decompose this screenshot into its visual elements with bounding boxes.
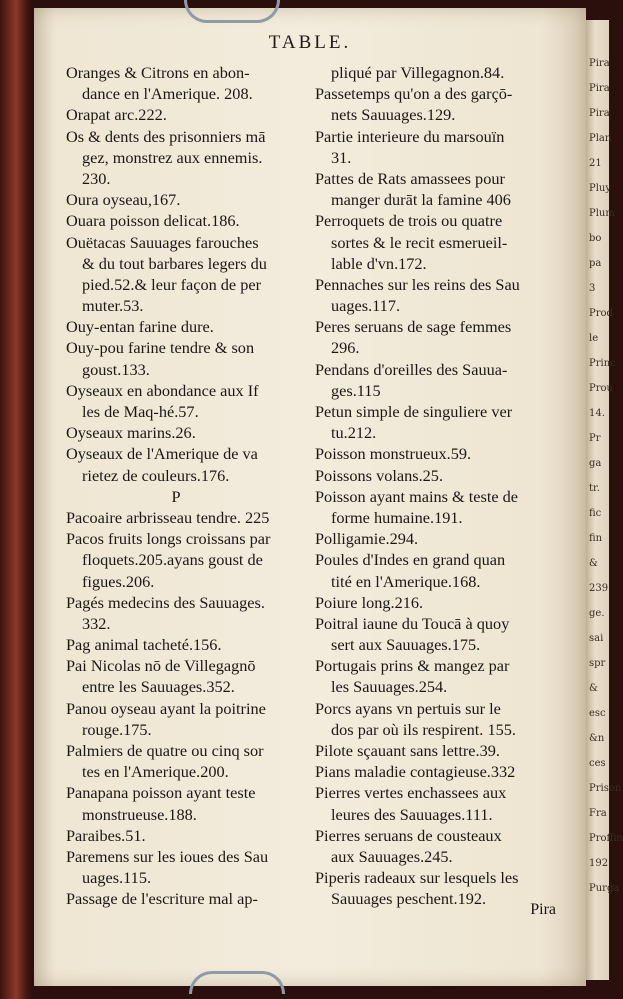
index-entry-line: Paremens sur les ioues des Sau xyxy=(66,846,269,866)
index-entry-line: sortes & le recit esmerueil- xyxy=(331,232,508,252)
index-entry-line: Pacos fruits longs croissans par xyxy=(66,529,271,549)
index-entry-line: tité en l'Amerique.168. xyxy=(331,571,481,591)
index-entry-line: tu.212. xyxy=(331,423,377,443)
section-letter: P xyxy=(171,486,181,506)
next-page-fragment: fin xyxy=(589,533,603,544)
index-entry-line: aux Sauuages.245. xyxy=(331,846,453,866)
next-page-fragment: 14. xyxy=(589,408,605,419)
index-entry-line: Pierres seruans de cousteaux xyxy=(315,825,502,845)
index-entry-line: Piperis radeaux sur lesquels les xyxy=(315,868,519,888)
next-page-fragment: pa xyxy=(589,258,602,269)
index-entry-line: Panapana poisson ayant teste xyxy=(66,783,256,803)
index-entry-line: manger durāt la famine 406 xyxy=(331,190,511,210)
index-entry-line: nets Sauuages.129. xyxy=(331,105,456,125)
index-entry-line: forme humaine.191. xyxy=(331,507,463,527)
index-entry-line: Partie interieure du marsouïn xyxy=(315,126,505,146)
index-entry-line: & du tout barbares legers du xyxy=(82,253,267,273)
next-page-fragment: Pluy xyxy=(589,183,612,194)
index-entry-line: Pians maladie contagieuse.332 xyxy=(315,762,516,782)
next-page-fragment: Plan xyxy=(589,133,612,144)
index-entry-line: goust.133. xyxy=(82,359,150,379)
index-entry-line: Oranges & Citrons en abon- xyxy=(66,63,250,82)
clamp-top xyxy=(184,0,280,23)
index-entry-line: Ouëtacas Sauuages farouches xyxy=(66,232,259,252)
next-page-fragment: Pira xyxy=(589,83,610,94)
index-entry-line: Oyseaux marins.26. xyxy=(66,423,196,443)
next-page-fragment: Proflin xyxy=(589,833,623,844)
index-entry-line: sert aux Sauuages.175. xyxy=(331,635,481,655)
index-entry-line: Pagés medecins des Sauuages. xyxy=(66,592,265,612)
index-entry-line: rietez de couleurs.176. xyxy=(82,465,230,485)
index-entry-line: Paraibes.51. xyxy=(66,825,146,845)
index-entry-line: dos par où ils respirent. 155. xyxy=(331,719,516,739)
catchword: Pira xyxy=(530,901,556,918)
index-entry-line: Pai Nicolas nō de Villegagnō xyxy=(66,656,256,676)
index-entry-line: Palmiers de quatre ou cinq sor xyxy=(66,741,264,760)
index-entry-line: Pendans d'oreilles des Sauua- xyxy=(315,359,508,379)
index-entry-line: Poisson monstrueux.59. xyxy=(315,444,472,464)
clamp-bottom xyxy=(189,971,285,994)
index-entry-line: les de Maq-hé.57. xyxy=(82,402,199,421)
next-page-fragment: ge. xyxy=(589,608,605,619)
next-page-fragment: ces xyxy=(589,758,606,769)
next-page-fragment: ga xyxy=(589,458,602,469)
index-entry-line: Poules d'Indes en grand quan xyxy=(315,550,506,570)
index-entry-line: Orapat arc.222. xyxy=(66,105,167,125)
index-entry-line: Pattes de Rats amassees pour xyxy=(315,168,505,188)
next-page-fragment: fic xyxy=(589,508,602,519)
next-page-fragment: tr. xyxy=(589,483,600,494)
next-page-fragment: 239 xyxy=(589,583,609,594)
index-entry-line: monstrueuse.188. xyxy=(82,804,197,824)
index-entry-line: Passetemps qu'on a des garçō- xyxy=(315,84,513,104)
next-page-fragment: Prou xyxy=(589,383,613,394)
next-page-fragment: 21 xyxy=(589,158,602,169)
index-entry-line: Pag animal tacheté.156. xyxy=(66,635,222,655)
index-entry-line: Porcs ayans vn pertuis sur le xyxy=(315,698,501,718)
index-entry-line: figues.206. xyxy=(82,571,155,591)
page-title: TABLE. xyxy=(268,32,352,53)
next-page-fragment: le xyxy=(589,333,599,344)
index-entry-line: entre les Sauuages.352. xyxy=(82,677,235,697)
index-entry-line: gez, monstrez aux ennemis. xyxy=(82,147,263,167)
index-entry-line: Poiure long.216. xyxy=(315,592,424,612)
index-entry-line: ges.115 xyxy=(331,380,381,400)
next-page-fragment: Pira xyxy=(589,58,610,69)
next-page-fragment: 192 xyxy=(589,858,609,869)
next-page-fragment: Prod xyxy=(589,308,613,319)
next-page-fragment: bo xyxy=(589,233,602,244)
left-column xyxy=(66,62,316,910)
index-entry-line: Poitral iaune du Toucā à quoy xyxy=(315,613,510,633)
index-entry-line: floquets.205.ayans goust de xyxy=(82,550,263,570)
index-entry-line: leures des Sauuages.111. xyxy=(331,804,493,824)
index-entry-line: Oura oyseau,167. xyxy=(66,190,181,210)
index-entry-line: Os & dents des prisonniers mā xyxy=(66,126,266,146)
next-page-fragment: esc xyxy=(589,708,606,719)
index-entry-line: 230. xyxy=(82,168,111,188)
index-entry-line: Passage de l'escriture mal ap- xyxy=(66,889,258,909)
index-entry-line: les Sauuages.254. xyxy=(331,677,448,697)
index-entry-line: Petun simple de singuliere ver xyxy=(315,402,513,421)
next-page-fragment: Prison xyxy=(589,783,622,794)
index-entry-line: Poisson ayant mains & teste de xyxy=(315,486,519,506)
index-entry-line: Pennaches sur les reins des Sau xyxy=(315,274,520,294)
next-page-fragment: Princ xyxy=(589,358,616,369)
index-entry-line: 332. xyxy=(82,613,111,633)
index-entry-line: Ouara poisson delicat.186. xyxy=(66,211,240,231)
next-page-fragment: Purga xyxy=(589,883,620,894)
index-entry-line: tes en l'Amerique.200. xyxy=(82,762,229,782)
next-page-edge xyxy=(586,20,623,980)
index-entry-line: Oyseaux de l'Amerique de va xyxy=(66,444,258,464)
next-page-fragment: Fra xyxy=(589,808,607,819)
next-page-fragment: &n xyxy=(589,733,605,744)
index-entry-line: uages.115. xyxy=(82,868,152,888)
index-entry-line: pliqué par Villegagnon.84. xyxy=(331,63,505,82)
index-entry-line: pied.52.& leur façon de per xyxy=(82,274,262,294)
next-page-fragment: spr xyxy=(589,658,606,669)
index-entry-line: lable d'vn.172. xyxy=(331,253,427,273)
index-entry-line: uages.117. xyxy=(331,296,401,316)
index-entry-line: Poissons volans.25. xyxy=(315,465,444,485)
index-entry-line: Ouy-entan farine dure. xyxy=(66,317,214,337)
index-entry-line: dance en l'Amerique. 208. xyxy=(82,84,253,104)
index-entry-line: Peres seruans de sage femmes xyxy=(315,317,512,337)
index-entry-line: Polligamie.294. xyxy=(315,529,419,549)
index-entry-line: Sauuages peschent.192. xyxy=(331,889,487,909)
next-page-fragment: sai xyxy=(589,633,604,644)
right-column xyxy=(315,62,583,910)
index-entry-line: Ouy-pou farine tendre & son xyxy=(66,338,255,358)
next-page-fragment: 3 xyxy=(589,283,596,294)
next-page-fragment: Pira xyxy=(589,108,610,119)
page xyxy=(34,8,586,986)
next-page-fragment: & xyxy=(589,558,598,569)
index-entry-line: 296. xyxy=(331,338,360,358)
index-entry-line: Pierres vertes enchassees aux xyxy=(315,783,507,803)
index-entry-line: muter.53. xyxy=(82,296,144,316)
index-entry-line: Portugais prins & mangez par xyxy=(315,656,510,676)
index-entry-line: Pacoaire arbrisseau tendre. 225 xyxy=(66,507,270,527)
index-entry-line: Pilote sçauant sans lettre.39. xyxy=(315,741,500,760)
index-entry-line: Panou oyseau ayant la poitrine xyxy=(66,698,266,718)
index-entry-line: Perroquets de trois ou quatre xyxy=(315,211,503,231)
index-entry-line: rouge.175. xyxy=(82,719,152,739)
next-page-fragment: Plum xyxy=(589,208,615,219)
index-entry-line: 31. xyxy=(331,147,352,167)
index-entry-line: Oyseaux en abondance aux If xyxy=(66,380,259,400)
next-page-fragment: Pr xyxy=(589,433,601,444)
next-page-fragment: & xyxy=(589,683,598,694)
